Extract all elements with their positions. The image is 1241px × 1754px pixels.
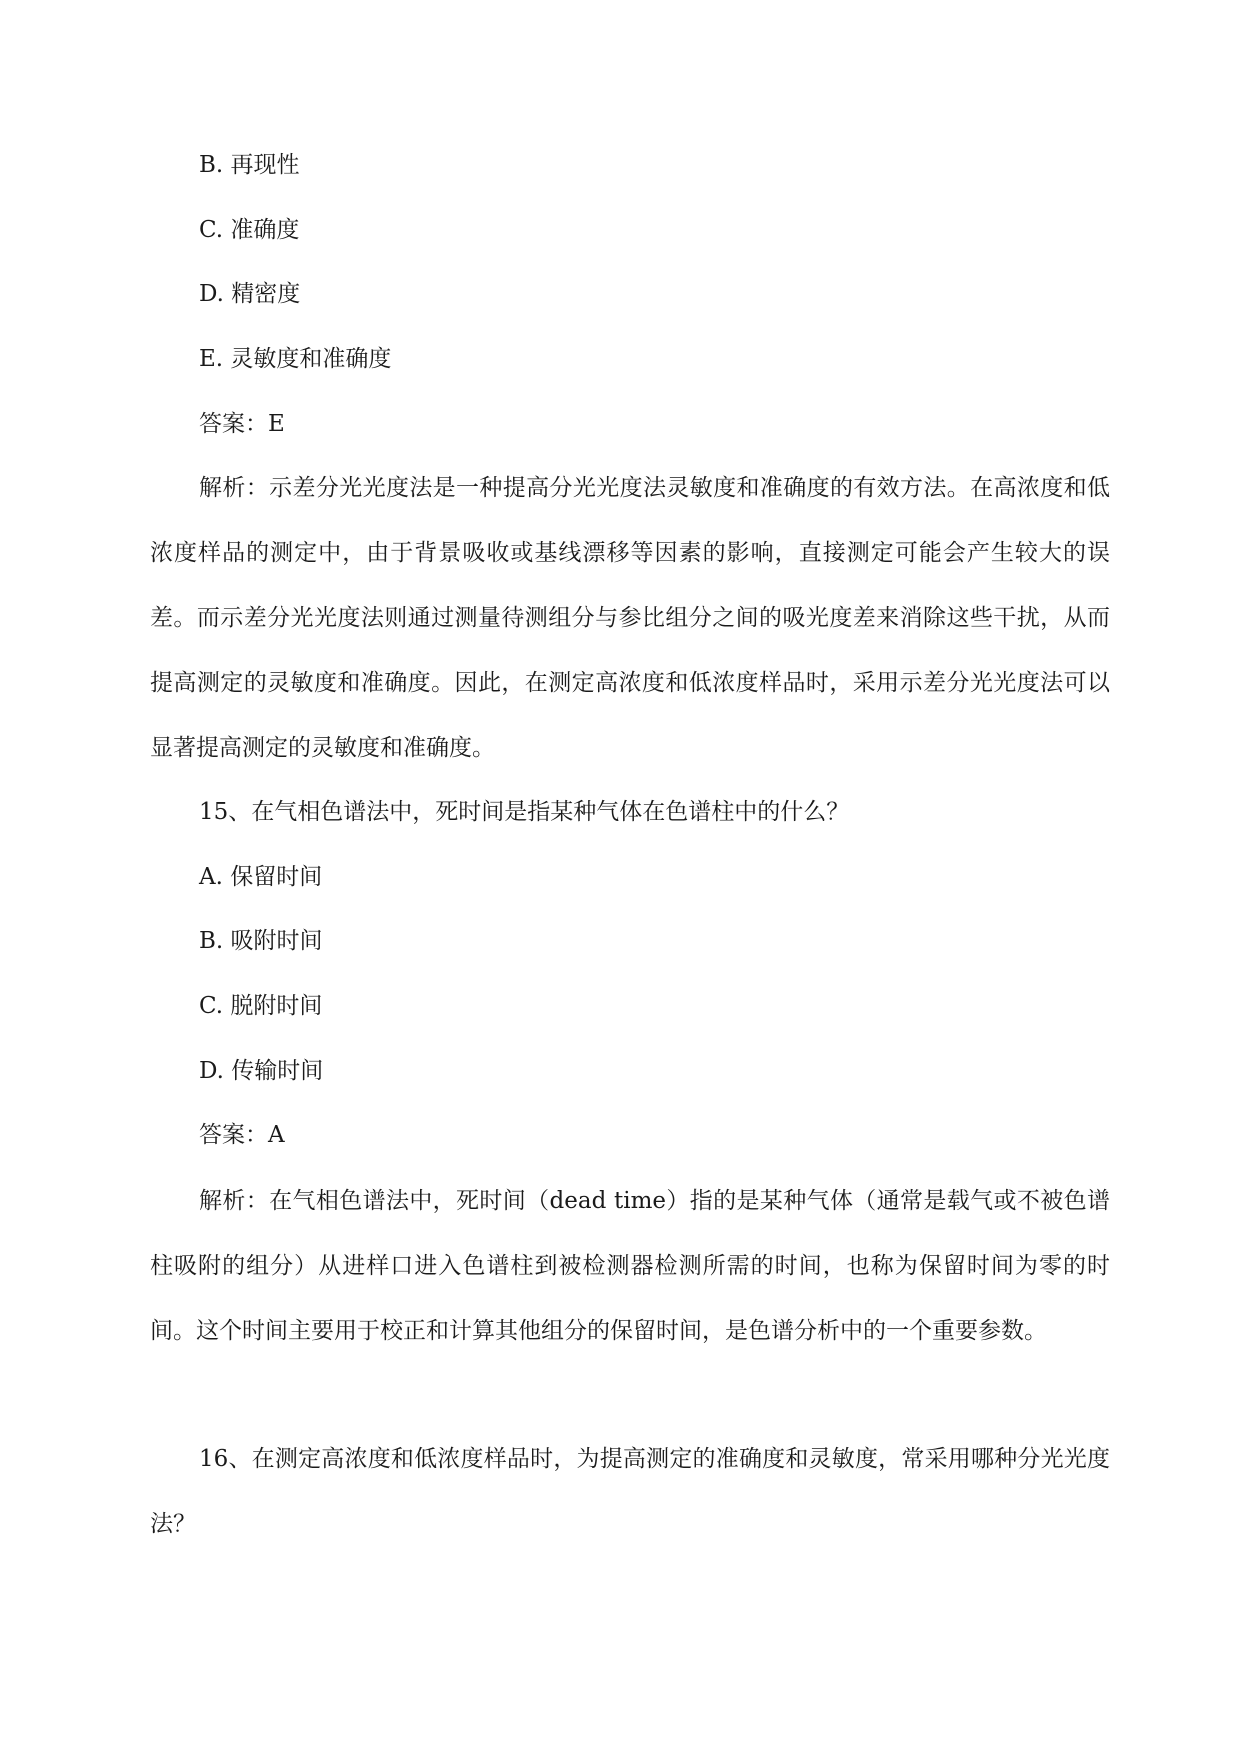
q14-answer: 答案：E [199,411,285,437]
q14-explanation: 解析：示差分光光度法是一种提高分光光度法灵敏度和准确度的有效方法。在高浓度和低浓度样品的测定中，由于背景吸收或基线漂移等因素的影响，直接测定可能会产生较大的误差。而示差分光光度法则通过测量待测组分与参比组分之间的吸光度差来消除这些干扰，从而提高测定的灵敏度和准确度。因此，在测定高浓度和低浓度样品时，采用示差分光光度法可以显著提高测定的灵敏度和准确度。 [150,475,1110,761]
q15-answer: 答案：A [199,1122,285,1148]
q14-option-b: B. 再现性 [199,152,300,178]
q15-option-c: C. 脱附时间 [199,993,323,1019]
q15-option-d: D. 传输时间 [199,1058,324,1084]
q14-option-e: E. 灵敏度和准确度 [199,346,392,372]
q15-option-b: B. 吸附时间 [199,928,323,954]
q15-explanation: 解析：在气相色谱法中，死时间（dead time）指的是某种气体（通常是载气或不被色谱柱吸附的组分）从进样口进入色谱柱到被检测器检测所需的时间，也称为保留时间为零的时间。这个时间主要用于校正和计算其他组分的保留时间，是色谱分析中的一个重要参数。 [150,1188,1110,1344]
q14-option-d: D. 精密度 [199,281,301,307]
q15-option-a: A. 保留时间 [199,864,323,890]
q15-question: 15、在气相色谱法中，死时间是指某种气体在色谱柱中的什么？ [199,799,850,825]
q16-question: 16、在测定高浓度和低浓度样品时，为提高测定的准确度和灵敏度，常采用哪种分光光度法？ [150,1446,1110,1537]
q14-option-c: C. 准确度 [199,217,300,243]
